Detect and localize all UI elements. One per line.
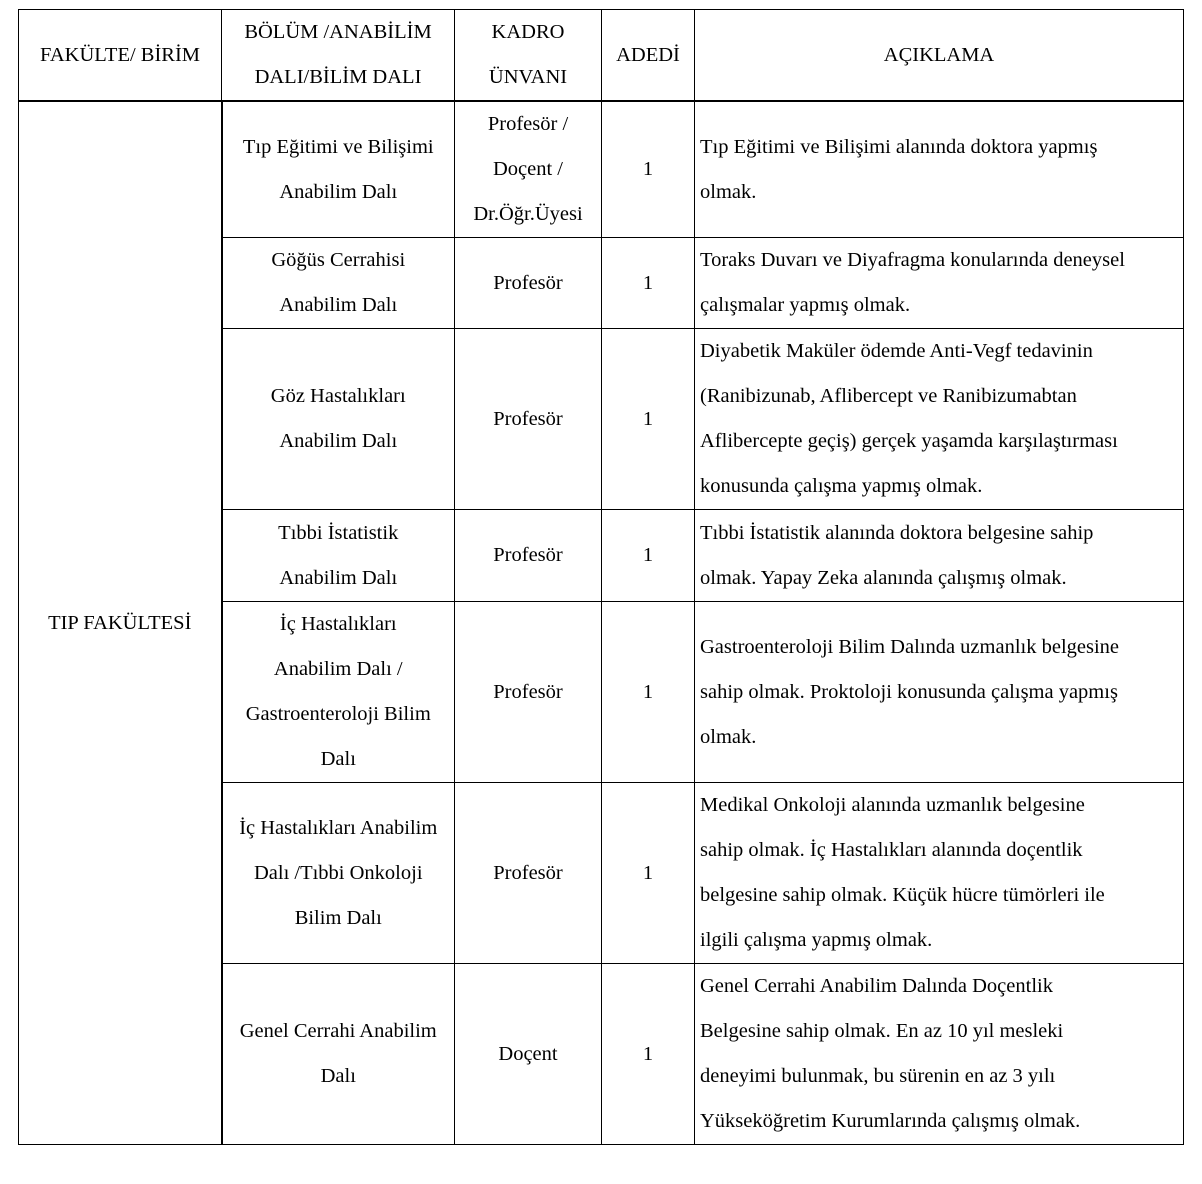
title-cell (455, 602, 602, 783)
title-line: Profesör (493, 407, 563, 430)
count-cell (602, 238, 695, 329)
description-line: Yükseköğretim Kurumlarında çalışmış olmak. (700, 1110, 1081, 1132)
title-cell (455, 329, 602, 510)
description-line: Gastroenteroloji Bilim Dalında uzmanlık belgesine (700, 635, 1120, 658)
description-line: belgesine sahip olmak. Küçük hücre tümörleri ile (700, 884, 1105, 906)
title-line: Profesör (493, 680, 563, 703)
description-line: deneyimi bulunmak, bu sürenin en az 3 yılı (700, 1065, 1056, 1087)
title-line: Profesör (493, 861, 563, 884)
department-line: Anabilim Dalı / (273, 658, 403, 680)
description-cell (695, 602, 1184, 783)
title-cell (455, 238, 602, 329)
header-department (222, 10, 455, 102)
header-text: ADEDİ (616, 43, 680, 66)
description-line: olmak. (700, 725, 757, 748)
department-line: Anabilim Dalı (279, 180, 398, 203)
count-cell (602, 602, 695, 783)
header-text: KADRO (491, 21, 565, 43)
department-line: Dalı (320, 1065, 356, 1087)
department-line: Anabilim Dalı (279, 294, 398, 316)
description-line: Tıbbi İstatistik alanında doktora belgesine sahip (700, 521, 1094, 544)
description-cell (695, 510, 1184, 602)
count-value: 1 (642, 861, 654, 884)
department-cell (222, 510, 455, 602)
department-line: Göz Hastalıkları (270, 385, 406, 407)
count-value: 1 (642, 158, 654, 180)
header-text: ÜNVANI (488, 66, 568, 88)
header-text: FAKÜLTE/ BİRİM (39, 43, 201, 66)
description-line: sahip olmak. İç Hastalıkları alanında doçentlik (700, 839, 1083, 861)
department-cell (222, 783, 455, 964)
description-cell (695, 329, 1184, 510)
description-line: konusunda çalışma yapmış olmak. (700, 475, 983, 497)
header-count (602, 10, 695, 102)
header-row (19, 10, 1184, 102)
department-line: Genel Cerrahi Anabilim (239, 1020, 437, 1042)
title-line: Profesör / (487, 113, 569, 135)
table-row (19, 101, 1184, 238)
count-value: 1 (642, 271, 654, 294)
title-line: Dr.Öğr.Üyesi (473, 203, 583, 225)
header-faculty (19, 10, 222, 102)
department-line: Gastroenteroloji Bilim (245, 703, 431, 725)
department-line: Göğüs Cerrahisi (271, 249, 406, 271)
description-line: Tıp Eğitimi ve Bilişimi alanında doktora yapmış (700, 135, 1098, 158)
count-cell (602, 329, 695, 510)
header-title (455, 10, 602, 102)
count-cell (602, 783, 695, 964)
count-value: 1 (642, 544, 654, 566)
department-line: İç Hastalıkları Anabilim (239, 816, 438, 839)
header-text: BÖLÜM /ANABİLİM (244, 21, 432, 43)
description-line: Genel Cerrahi Anabilim Dalında Doçentlik (700, 975, 1053, 997)
count-value: 1 (642, 680, 654, 703)
title-cell (455, 101, 602, 238)
description-line: çalışmalar yapmış olmak. (700, 294, 911, 316)
title-line: Profesör (493, 271, 563, 294)
department-line: Tıbbi İstatistik (278, 521, 399, 544)
description-line: (Ranibizunab, Aflibercept ve Ranibizumabtan (700, 385, 1077, 407)
title-line: Profesör (493, 544, 563, 566)
header-description (695, 10, 1184, 102)
title-cell (455, 964, 602, 1145)
department-cell (222, 329, 455, 510)
description-line: Medikal Onkoloji alanında uzmanlık belgesine (700, 794, 1085, 816)
faculty-name: TIP FAKÜLTESİ (48, 611, 192, 634)
count-value: 1 (642, 407, 654, 430)
header-text: DALI/BİLİM DALI (254, 66, 422, 88)
description-line: Aflibercepte geçiş) gerçek yaşamda karşılaştırması (700, 430, 1118, 452)
count-cell (602, 510, 695, 602)
description-line: olmak. (700, 180, 757, 203)
count-value: 1 (642, 1042, 654, 1065)
title-line: Doçent (498, 1042, 558, 1065)
description-line: sahip olmak. Proktoloji konusunda çalışma yapmış (700, 680, 1118, 703)
header-text: AÇIKLAMA (883, 43, 995, 66)
faculty-cell (19, 101, 222, 1145)
title-cell (455, 510, 602, 602)
department-line: Dalı /Tıbbi Onkoloji (253, 861, 423, 884)
department-line: Bilim Dalı (294, 906, 382, 929)
department-line: Dalı (320, 748, 356, 770)
department-line: Anabilim Dalı (279, 430, 398, 452)
department-line: Tıp Eğitimi ve Bilişimi (242, 135, 434, 158)
department-cell (222, 238, 455, 329)
title-line: Doçent / (492, 158, 564, 180)
description-line: olmak. Yapay Zeka alanında çalışmış olmak. (700, 566, 1067, 589)
department-line: İç Hastalıkları (279, 613, 397, 635)
description-line: Diyabetik Maküler ödemde Anti-Vegf tedavinin (700, 340, 1093, 362)
staff-positions-table (18, 9, 1184, 1145)
department-cell (222, 602, 455, 783)
description-line: Toraks Duvarı ve Diyafragma konularında deneysel (700, 249, 1125, 271)
department-cell (222, 101, 455, 238)
description-cell (695, 101, 1184, 238)
description-cell (695, 238, 1184, 329)
description-line: ilgili çalışma yapmış olmak. (700, 929, 933, 951)
description-cell (695, 783, 1184, 964)
title-cell (455, 783, 602, 964)
count-cell (602, 101, 695, 238)
department-line: Anabilim Dalı (279, 566, 398, 589)
department-cell (222, 964, 455, 1145)
description-line: Belgesine sahip olmak. En az 10 yıl mesleki (700, 1020, 1064, 1042)
count-cell (602, 964, 695, 1145)
description-cell (695, 964, 1184, 1145)
